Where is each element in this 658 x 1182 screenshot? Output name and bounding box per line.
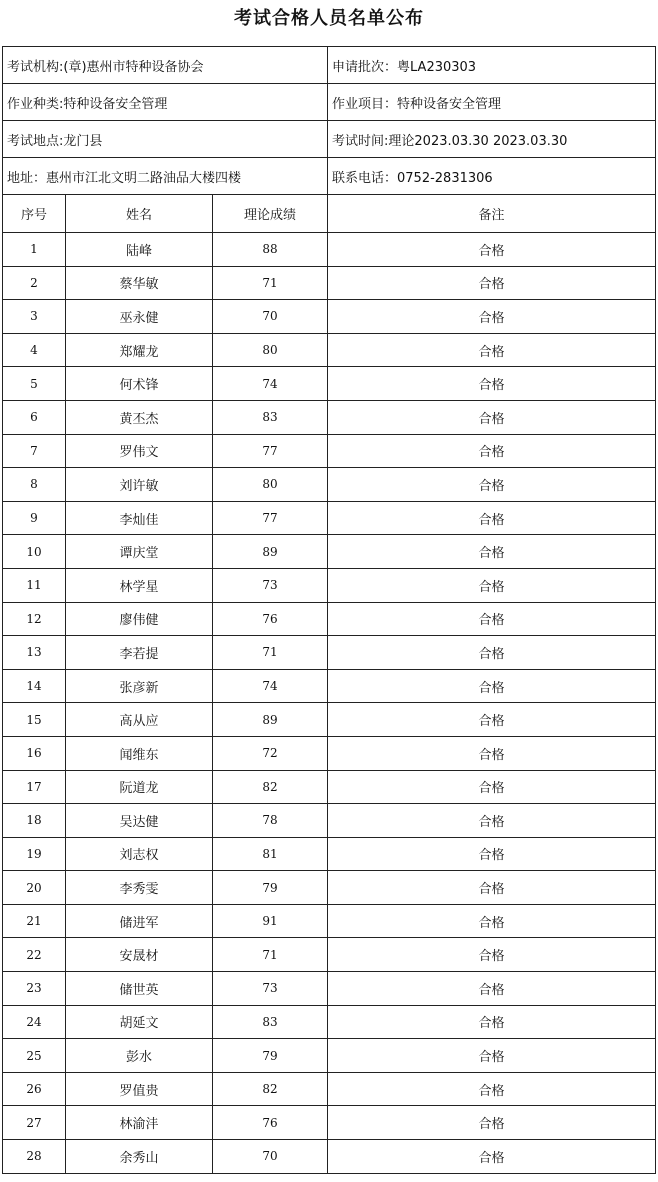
cell-remark: 合格: [328, 1039, 656, 1073]
cell-score: 76: [213, 602, 328, 636]
cell-remark: 合格: [328, 1106, 656, 1140]
cell-score: 89: [213, 703, 328, 737]
cell-no: 27: [3, 1106, 66, 1140]
cell-no: 9: [3, 501, 66, 535]
cell-score: 71: [213, 266, 328, 300]
table-row: [3, 736, 656, 770]
cell-score: 79: [213, 1039, 328, 1073]
table-row: [3, 568, 656, 602]
results-table-body: [3, 47, 656, 1174]
table-row: [3, 367, 656, 401]
job-item-cell: 作业项目：特种设备安全管理: [328, 84, 656, 121]
cell-remark: 合格: [328, 535, 656, 569]
cell-no: 2: [3, 266, 66, 300]
cell-remark: 合格: [328, 333, 656, 367]
cell-remark: 合格: [328, 501, 656, 535]
cell-remark: 合格: [328, 602, 656, 636]
cell-remark: 合格: [328, 669, 656, 703]
table-row: [3, 871, 656, 905]
table-row: [3, 837, 656, 871]
table-row: [3, 669, 656, 703]
table-row: [3, 434, 656, 468]
cell-remark: 合格: [328, 233, 656, 267]
cell-name: 廖伟健: [66, 602, 213, 636]
phone-cell: 联系电话：0752-2831306: [328, 158, 656, 195]
cell-no: 6: [3, 400, 66, 434]
info-row: [3, 47, 656, 84]
address-cell: 地址：惠州市江北文明二路油品大楼四楼: [3, 158, 328, 195]
cell-name: 吴达健: [66, 804, 213, 838]
cell-name: 林渝沣: [66, 1106, 213, 1140]
cell-remark: 合格: [328, 904, 656, 938]
cell-score: 80: [213, 333, 328, 367]
results-table: [2, 46, 656, 1174]
cell-remark: 合格: [328, 266, 656, 300]
cell-name: 黄丕杰: [66, 400, 213, 434]
table-row: [3, 1039, 656, 1073]
cell-score: 76: [213, 1106, 328, 1140]
cell-no: 24: [3, 1005, 66, 1039]
cell-remark: 合格: [328, 871, 656, 905]
cell-score: 78: [213, 804, 328, 838]
table-row: [3, 938, 656, 972]
column-header-row: [3, 195, 656, 233]
cell-name: 阮道龙: [66, 770, 213, 804]
cell-score: 91: [213, 904, 328, 938]
table-row: [3, 1140, 656, 1174]
info-row: [3, 121, 656, 158]
table-row: [3, 770, 656, 804]
cell-remark: 合格: [328, 736, 656, 770]
cell-no: 1: [3, 233, 66, 267]
cell-remark: 合格: [328, 770, 656, 804]
cell-name: 闻维东: [66, 736, 213, 770]
cell-score: 71: [213, 938, 328, 972]
cell-name: 高从应: [66, 703, 213, 737]
table-row: [3, 602, 656, 636]
cell-no: 13: [3, 636, 66, 670]
cell-score: 82: [213, 1072, 328, 1106]
cell-name: 陆峰: [66, 233, 213, 267]
cell-score: 82: [213, 770, 328, 804]
location-cell: 考试地点:龙门县: [3, 121, 328, 158]
table-row: [3, 400, 656, 434]
cell-score: 80: [213, 468, 328, 502]
cell-score: 79: [213, 871, 328, 905]
table-row: [3, 300, 656, 334]
cell-no: 11: [3, 568, 66, 602]
exam-org-cell: 考试机构:(章)惠州市特种设备协会: [3, 47, 328, 84]
table-row: [3, 535, 656, 569]
table-row: [3, 1106, 656, 1140]
cell-remark: 合格: [328, 367, 656, 401]
info-row: [3, 158, 656, 195]
cell-score: 83: [213, 400, 328, 434]
cell-no: 21: [3, 904, 66, 938]
column-header-no: 序号: [3, 195, 66, 233]
cell-no: 18: [3, 804, 66, 838]
cell-remark: 合格: [328, 1005, 656, 1039]
cell-name: 郑耀龙: [66, 333, 213, 367]
cell-no: 4: [3, 333, 66, 367]
cell-no: 25: [3, 1039, 66, 1073]
cell-remark: 合格: [328, 1140, 656, 1174]
cell-remark: 合格: [328, 468, 656, 502]
cell-no: 7: [3, 434, 66, 468]
cell-no: 10: [3, 535, 66, 569]
table-row: [3, 636, 656, 670]
cell-score: 74: [213, 669, 328, 703]
cell-no: 17: [3, 770, 66, 804]
cell-remark: 合格: [328, 703, 656, 737]
cell-score: 89: [213, 535, 328, 569]
column-header-score: 理论成绩: [213, 195, 328, 233]
page-title: 考试合格人员名单公布: [234, 8, 424, 29]
cell-no: 26: [3, 1072, 66, 1106]
table-row: [3, 233, 656, 267]
cell-score: 74: [213, 367, 328, 401]
cell-score: 73: [213, 972, 328, 1006]
cell-name: 李秀雯: [66, 871, 213, 905]
cell-no: 14: [3, 669, 66, 703]
cell-name: 何术锋: [66, 367, 213, 401]
cell-score: 83: [213, 1005, 328, 1039]
cell-no: 8: [3, 468, 66, 502]
cell-score: 70: [213, 300, 328, 334]
cell-remark: 合格: [328, 300, 656, 334]
cell-name: 刘志权: [66, 837, 213, 871]
cell-name: 李灿佳: [66, 501, 213, 535]
table-row: [3, 804, 656, 838]
table-row: [3, 266, 656, 300]
cell-name: 刘许敏: [66, 468, 213, 502]
cell-score: 70: [213, 1140, 328, 1174]
table-row: [3, 1005, 656, 1039]
job-type-cell: 作业种类:特种设备安全管理: [3, 84, 328, 121]
cell-name: 林学星: [66, 568, 213, 602]
cell-name: 储世英: [66, 972, 213, 1006]
cell-remark: 合格: [328, 804, 656, 838]
exam-time-cell: 考试时间:理论2023.03.30 2023.03.30: [328, 121, 656, 158]
table-row: [3, 972, 656, 1006]
cell-score: 81: [213, 837, 328, 871]
cell-no: 12: [3, 602, 66, 636]
cell-no: 22: [3, 938, 66, 972]
cell-score: 77: [213, 434, 328, 468]
cell-no: 5: [3, 367, 66, 401]
table-row: [3, 468, 656, 502]
table-row: [3, 333, 656, 367]
cell-name: 彭水: [66, 1039, 213, 1073]
info-row: [3, 84, 656, 121]
cell-score: 77: [213, 501, 328, 535]
cell-score: 73: [213, 568, 328, 602]
cell-score: 71: [213, 636, 328, 670]
table-row: [3, 501, 656, 535]
cell-remark: 合格: [328, 434, 656, 468]
table-row: [3, 703, 656, 737]
cell-no: 28: [3, 1140, 66, 1174]
cell-score: 72: [213, 736, 328, 770]
cell-name: 储进军: [66, 904, 213, 938]
batch-cell: 申请批次：粤LA230303: [328, 47, 656, 84]
column-header-remark: 备注: [328, 195, 656, 233]
column-header-name: 姓名: [66, 195, 213, 233]
table-row: [3, 904, 656, 938]
cell-name: 胡延文: [66, 1005, 213, 1039]
cell-no: 23: [3, 972, 66, 1006]
cell-name: 罗伟文: [66, 434, 213, 468]
cell-name: 安晟材: [66, 938, 213, 972]
cell-name: 罗值贵: [66, 1072, 213, 1106]
cell-no: 19: [3, 837, 66, 871]
cell-no: 20: [3, 871, 66, 905]
cell-remark: 合格: [328, 837, 656, 871]
cell-name: 谭庆堂: [66, 535, 213, 569]
cell-name: 巫永健: [66, 300, 213, 334]
cell-remark: 合格: [328, 568, 656, 602]
cell-score: 88: [213, 233, 328, 267]
cell-name: 李若提: [66, 636, 213, 670]
cell-remark: 合格: [328, 1072, 656, 1106]
cell-name: 张彦新: [66, 669, 213, 703]
cell-remark: 合格: [328, 636, 656, 670]
cell-no: 15: [3, 703, 66, 737]
cell-remark: 合格: [328, 972, 656, 1006]
cell-name: 余秀山: [66, 1140, 213, 1174]
cell-no: 16: [3, 736, 66, 770]
table-row: [3, 1072, 656, 1106]
cell-name: 蔡华敏: [66, 266, 213, 300]
cell-no: 3: [3, 300, 66, 334]
cell-remark: 合格: [328, 938, 656, 972]
cell-remark: 合格: [328, 400, 656, 434]
